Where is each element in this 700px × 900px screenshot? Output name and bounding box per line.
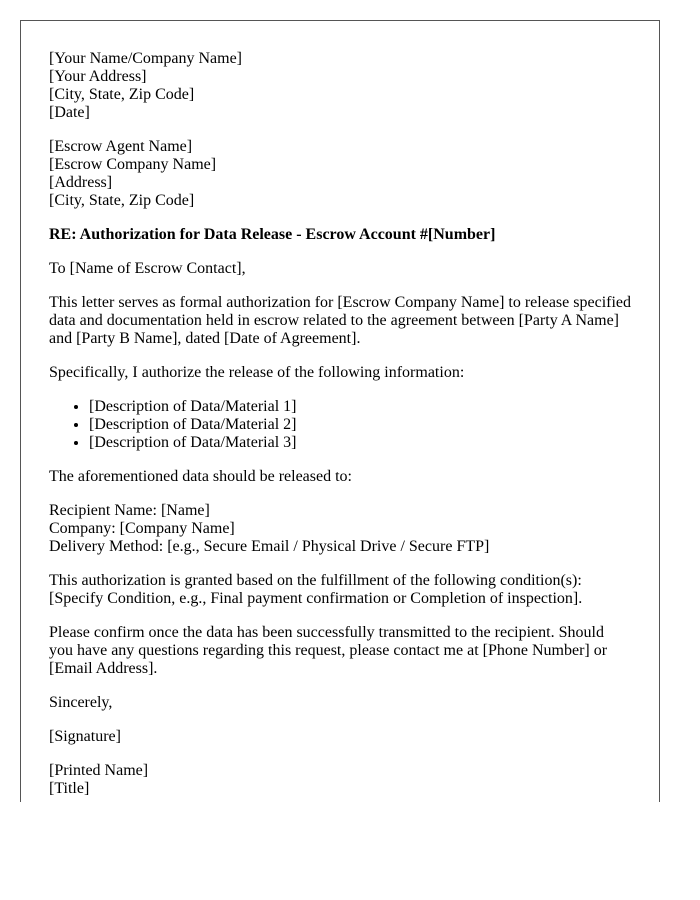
list-item: • [Description of Data/Material 2] [89,416,631,434]
delivery-recipient-name: Recipient Name: [Name] [49,502,210,519]
escrow-company-name: [Escrow Company Name] [49,156,217,173]
signer-block [49,762,631,798]
recipient-city-state-zip: [City, State, Zip Code] [49,192,195,209]
signature-placeholder: [Signature] [49,728,121,745]
specifically-paragraph: Specifically, I authorize the release of the following information: [49,364,465,381]
confirm-paragraph: Please confirm once the data has been successfully transmitted to the recipient. Should you have any questions regarding this request, please contact me at [Phone Number] or [Email Address]. [49,624,608,677]
sender-address: [Your Address] [49,68,147,85]
released-to-paragraph: The aforementioned data should be released to: [49,468,352,485]
recipient-address: [Address] [49,174,113,191]
printed-name: [Printed Name] [49,762,149,779]
sender-name: [Your Name/Company Name] [49,50,243,67]
list-item: • [Description of Data/Material 1] [89,398,631,416]
salutation: To [Name of Escrow Contact], [49,260,246,277]
list-item: • [Description of Data/Material 3] [89,434,631,452]
condition-intro: This authorization is granted based on the fulfillment of the following condition(s): [49,572,582,589]
sender-city-state-zip: [City, State, Zip Code] [49,86,195,103]
condition-block [49,572,631,608]
data-items-list [49,398,631,452]
intro-paragraph: This letter serves as formal authorization for [Escrow Company Name] to release specified data and documentation held in escrow related to the agreement between [Party A Name] and [Party B Name], dated [Date of Agreement]. [49,294,632,347]
recipient-block [49,138,631,210]
delivery-method: Delivery Method: [e.g., Secure Email / Physical Drive / Secure FTP] [49,538,490,555]
condition-detail: [Specify Condition, e.g., Final payment confirmation or Completion of inspection]. [49,590,583,607]
letter-page [20,20,660,802]
delivery-company: Company: [Company Name] [49,520,235,537]
escrow-agent-name: [Escrow Agent Name] [49,138,193,155]
sign-off: Sincerely, [49,694,113,711]
signer-title: [Title] [49,780,90,797]
letter-date: [Date] [49,104,90,121]
delivery-block [49,502,631,556]
subject-line: RE: Authorization for Data Release - Escrow Account #[Number] [49,226,496,243]
sender-block [49,50,631,122]
